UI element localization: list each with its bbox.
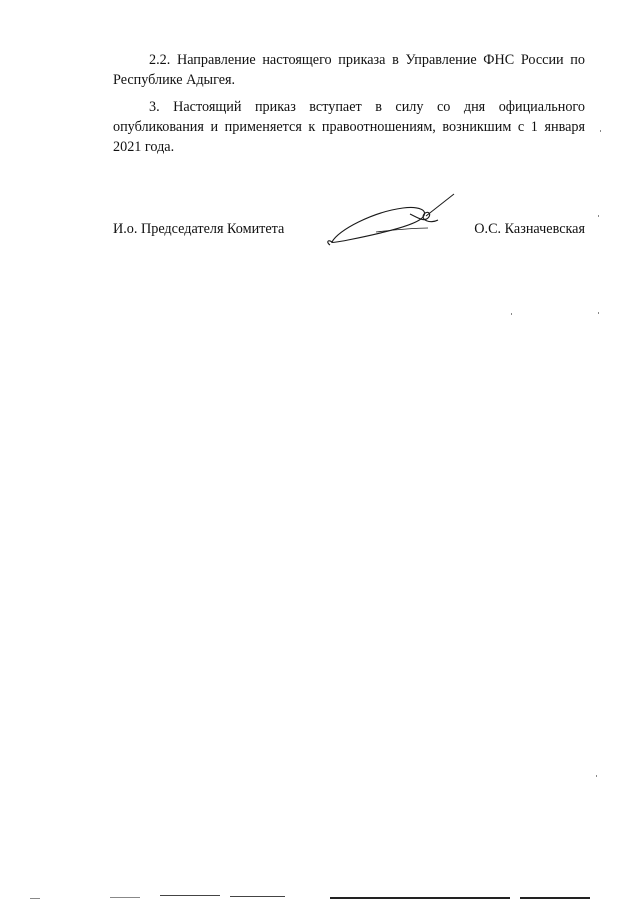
scan-speck (511, 313, 512, 315)
scan-speck (600, 130, 601, 132)
paragraph-3-line-1: 3. Настоящий приказ вступает в силу со дня официального (149, 99, 585, 115)
scan-edge-line (330, 897, 510, 899)
scan-edge-line (520, 897, 590, 899)
paragraph-3-line-2: опубликования и применяется к правоотношениям, возникшим с 1 января (113, 119, 585, 135)
paragraph-3-line-3: 2021 года. (113, 139, 175, 155)
scan-edge-line (230, 896, 285, 897)
signatory-title: И.о. Председателя Комитета (113, 221, 285, 237)
scan-speck (598, 215, 599, 217)
paragraph-2-2-line-1: 2.2. Направление настоящего приказа в Управление ФНС России по (149, 52, 585, 68)
scan-speck (598, 312, 599, 314)
scan-edge-line (160, 895, 220, 896)
signatory-name: О.С. Казначевская (474, 221, 585, 237)
scan-edge-line (30, 898, 40, 899)
handwritten-signature (318, 190, 463, 260)
scan-edge-line (110, 897, 140, 898)
paragraph-2-2 (113, 50, 585, 90)
scan-speck (596, 775, 597, 777)
paragraph-2-2-line-2: Республике Адыгея. (113, 72, 236, 88)
paragraph-3 (113, 97, 585, 157)
